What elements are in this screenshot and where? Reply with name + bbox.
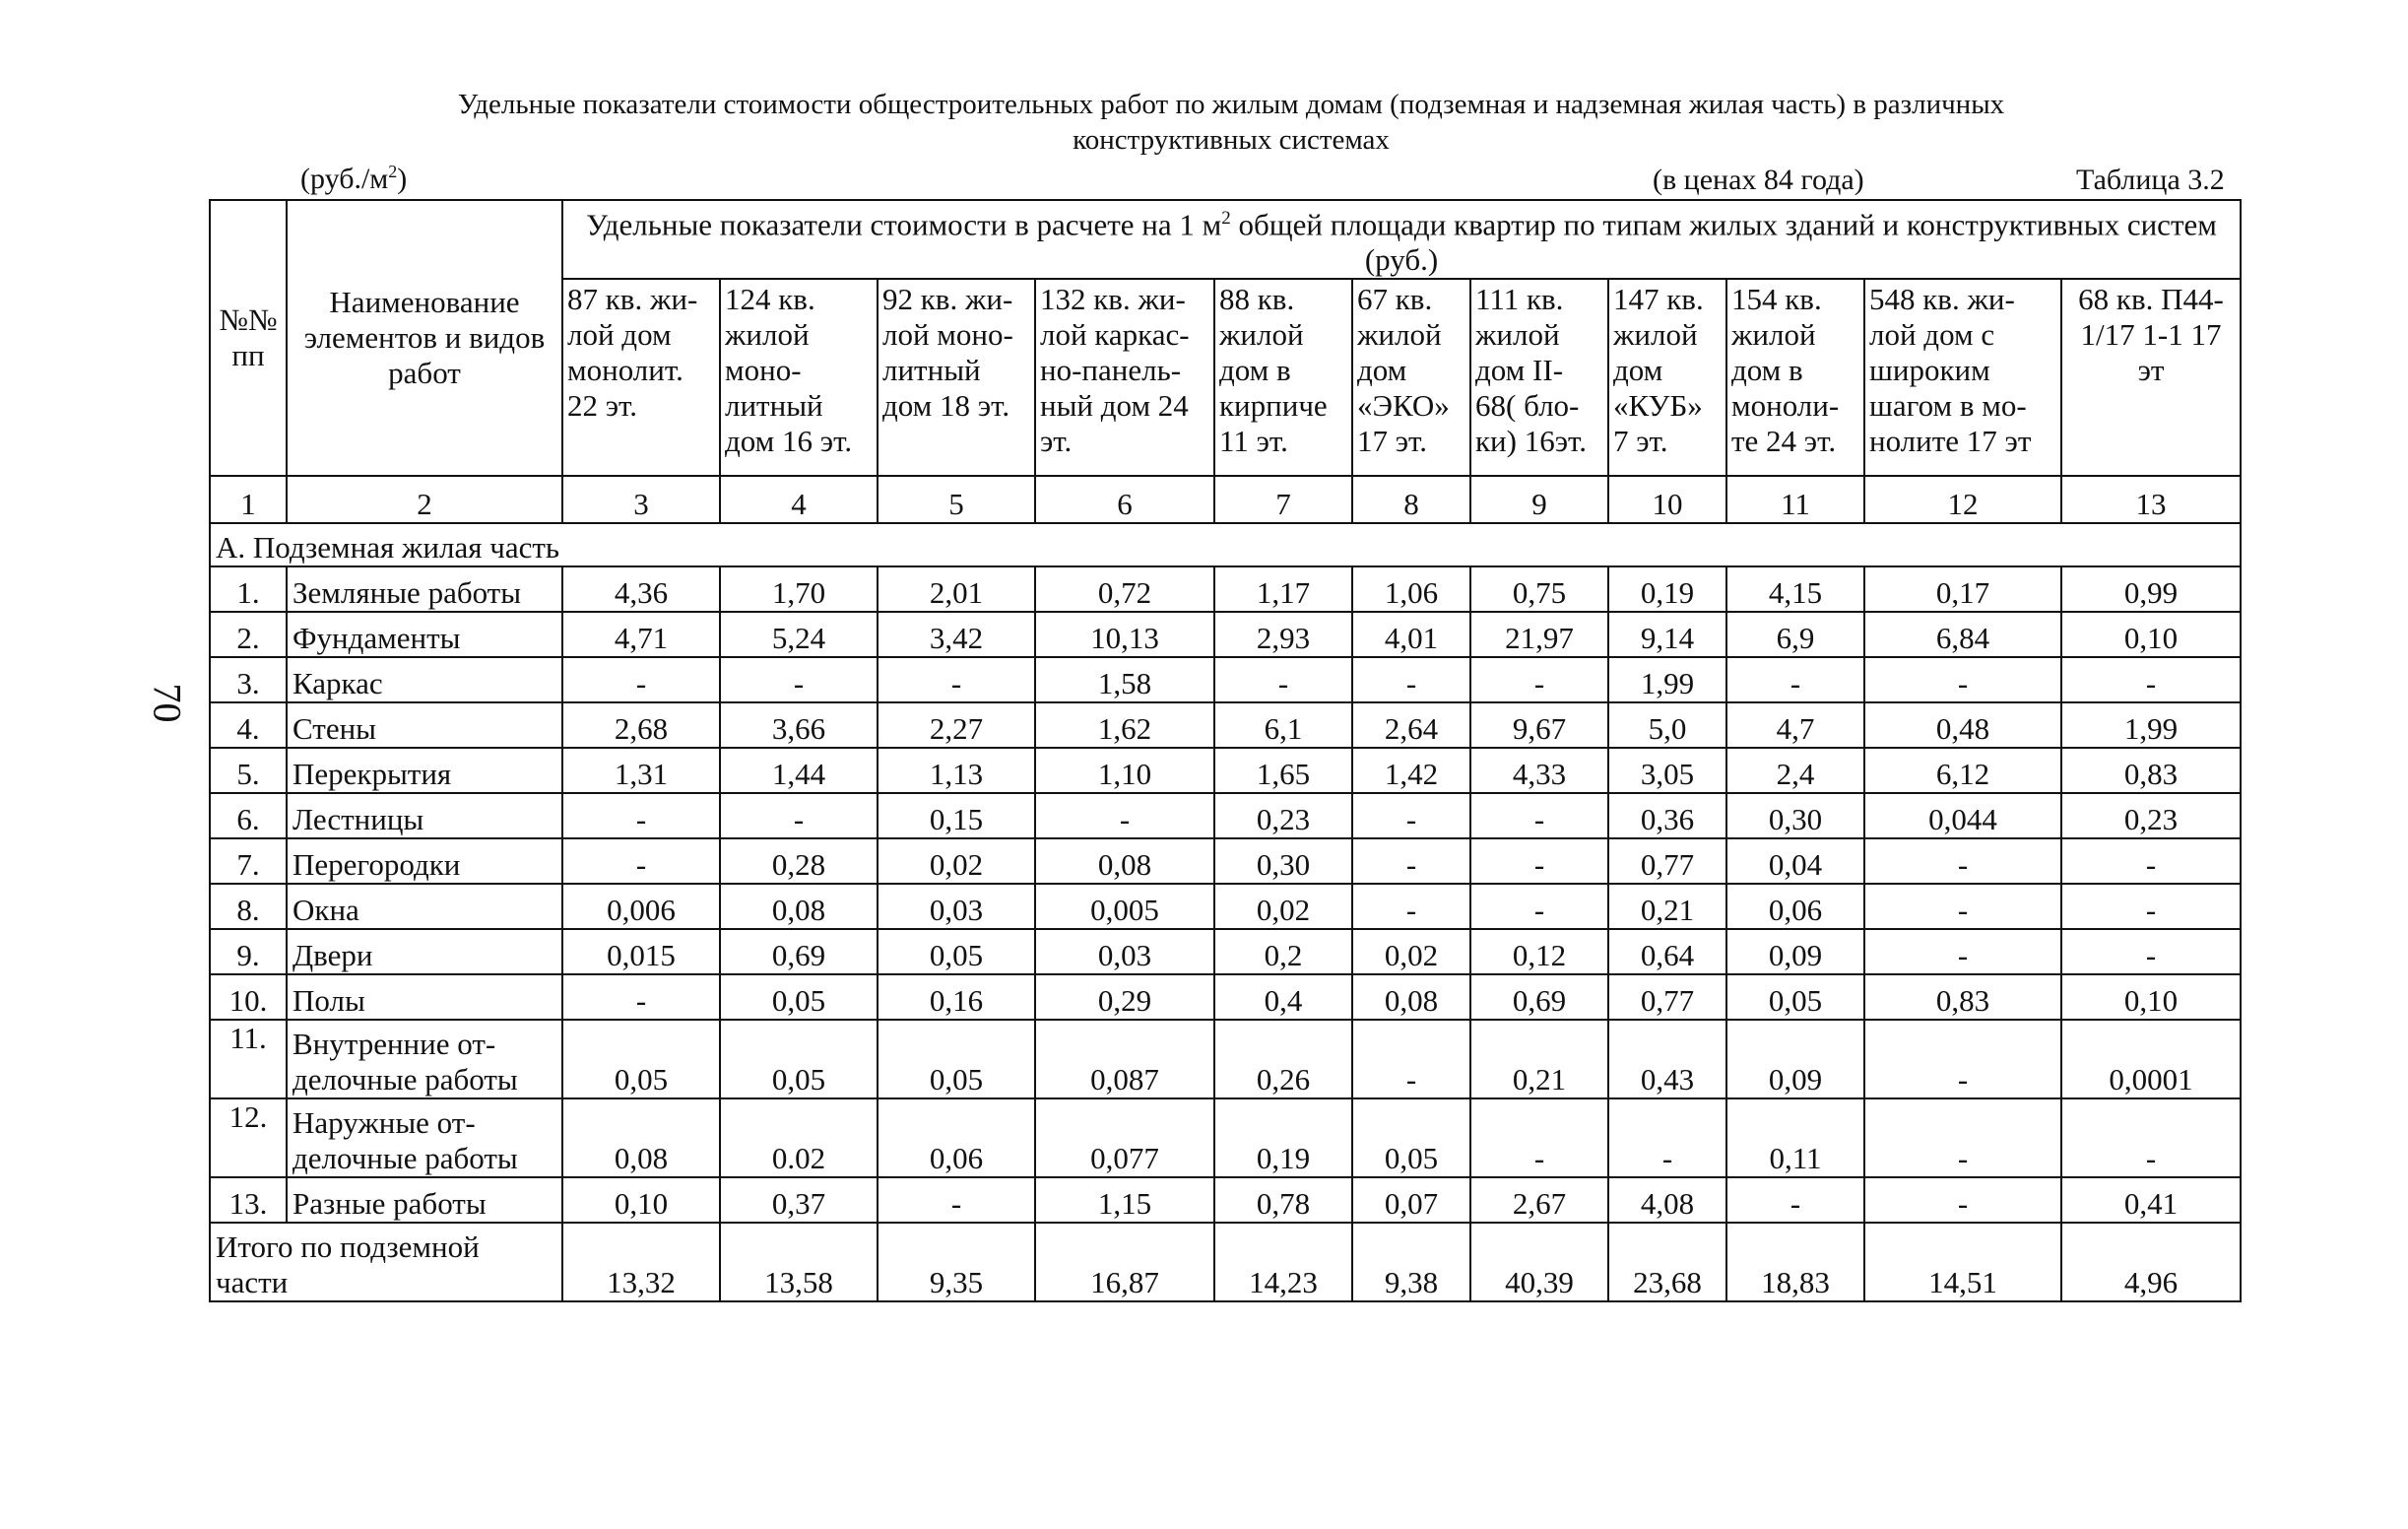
prices-note: (в ценах 84 года) (1653, 164, 1864, 196)
cell-value: 6,9 (1726, 612, 1864, 657)
cell-value: 0,0001 (2061, 1020, 2241, 1098)
total-value: 13,32 (562, 1223, 720, 1301)
cell-value: - (878, 657, 1035, 702)
cell-value: - (1726, 657, 1864, 702)
cell-value: 0,37 (720, 1177, 878, 1223)
cell-value: 5,24 (720, 612, 878, 657)
table-row (210, 748, 2241, 793)
cell-value: 1,42 (1352, 748, 1470, 793)
cell-value: - (1726, 1177, 1864, 1223)
cell-value: 0,08 (1035, 838, 1214, 884)
cell-value: 0,28 (720, 838, 878, 884)
column-header-8: 67 кв. жилой дом «ЭКО» 17 эт. (1352, 279, 1470, 476)
cell-value: 0.02 (720, 1098, 878, 1177)
cell-value: 0,015 (562, 929, 720, 974)
cell-value: 0,05 (878, 1020, 1035, 1098)
cell-value: 0,04 (1726, 838, 1864, 884)
cell-value: 0,36 (1608, 793, 1726, 838)
cell-value: - (1214, 657, 1352, 702)
cell-value: 0,08 (1352, 974, 1470, 1020)
row-name: Наружные от-делочные работы (287, 1098, 562, 1177)
cell-value: 0,02 (1214, 884, 1352, 929)
row-number: 7. (210, 838, 287, 884)
cell-value: - (1352, 884, 1470, 929)
cell-value: 0,4 (1214, 974, 1352, 1020)
cell-value: 1,58 (1035, 657, 1214, 702)
cell-value: - (1470, 657, 1608, 702)
cell-value: 0,75 (1470, 566, 1608, 612)
header-row-group (210, 200, 2241, 279)
cell-value: 1,13 (878, 748, 1035, 793)
row-number: 4. (210, 702, 287, 748)
cell-value: - (1864, 838, 2061, 884)
row-name: Стены (287, 702, 562, 748)
row-number: 13. (210, 1177, 287, 1223)
column-number: 4 (720, 476, 878, 523)
cell-value: - (2061, 838, 2241, 884)
cell-value: 0,69 (1470, 974, 1608, 1020)
title-line-1: Удельные показатели стоимости общестроительных работ по жилым домам (подземная и надземная жилая часть) в различных (457, 89, 2005, 120)
table-row (210, 974, 2241, 1020)
cell-value: 0,48 (1864, 702, 2061, 748)
cell-value: 0,15 (878, 793, 1035, 838)
row-name: Внутренние от-делочные работы (287, 1020, 562, 1098)
row-number: 10. (210, 974, 287, 1020)
cell-value: - (720, 793, 878, 838)
cell-value: 0,05 (878, 929, 1035, 974)
cell-value: 3,42 (878, 612, 1035, 657)
cell-value: 0,06 (878, 1098, 1035, 1177)
column-header-11: 154 кв. жилой дом в моноли-те 24 эт. (1726, 279, 1864, 476)
total-value: 16,87 (1035, 1223, 1214, 1301)
total-value: 9,38 (1352, 1223, 1470, 1301)
table-row (210, 612, 2241, 657)
cell-value: 0,2 (1214, 929, 1352, 974)
cell-value: 0,09 (1726, 929, 1864, 974)
cell-value: 0,16 (878, 974, 1035, 1020)
row-number: 11. (210, 1020, 287, 1098)
total-value: 18,83 (1726, 1223, 1864, 1301)
cell-value: - (1470, 884, 1608, 929)
cell-value: 0,08 (562, 1098, 720, 1177)
cell-value: 1,31 (562, 748, 720, 793)
cell-value: - (2061, 929, 2241, 974)
cell-value: 2,27 (878, 702, 1035, 748)
cell-value: 5,0 (1608, 702, 1726, 748)
total-value: 9,35 (878, 1223, 1035, 1301)
header-group-sup: 2 (1221, 208, 1231, 229)
units-sup: 2 (388, 162, 398, 181)
row-number: 5. (210, 748, 287, 793)
row-number: 12. (210, 1098, 287, 1177)
row-name: Полы (287, 974, 562, 1020)
column-number: 12 (1864, 476, 2061, 523)
row-name: Лестницы (287, 793, 562, 838)
cell-value: 3,05 (1608, 748, 1726, 793)
table-row (210, 702, 2241, 748)
cell-value: 0,12 (1470, 929, 1608, 974)
cell-value: 0,044 (1864, 793, 2061, 838)
cell-value: 0,05 (720, 1020, 878, 1098)
cell-value: 0,077 (1035, 1098, 1214, 1177)
cell-value: 0,19 (1214, 1098, 1352, 1177)
cell-value: 4,71 (562, 612, 720, 657)
row-name: Фундаменты (287, 612, 562, 657)
cell-value: 1,06 (1352, 566, 1470, 612)
row-number: 6. (210, 793, 287, 838)
cell-value: 0,07 (1352, 1177, 1470, 1223)
cell-value: - (1864, 929, 2061, 974)
cell-value: - (1352, 838, 1470, 884)
page-number: 70 (145, 683, 190, 723)
total-value: 23,68 (1608, 1223, 1726, 1301)
cell-value: 1,62 (1035, 702, 1214, 748)
table-row (210, 1020, 2241, 1098)
cell-value: 0,17 (1864, 566, 2061, 612)
cell-value: 0,09 (1726, 1020, 1864, 1098)
total-value: 14,23 (1214, 1223, 1352, 1301)
cell-value: 0,21 (1608, 884, 1726, 929)
table-title (295, 87, 2167, 158)
cell-value: 9,67 (1470, 702, 1608, 748)
row-name: Разные работы (287, 1177, 562, 1223)
column-number: 2 (287, 476, 562, 523)
table-number: Таблица 3.2 (2076, 164, 2225, 196)
column-number: 8 (1352, 476, 1470, 523)
cell-value: 0,05 (562, 1020, 720, 1098)
cell-value: 6,1 (1214, 702, 1352, 748)
table-row (210, 793, 2241, 838)
table-row (210, 884, 2241, 929)
row-name: Перекрытия (287, 748, 562, 793)
cell-value: - (1470, 793, 1608, 838)
table-row (210, 566, 2241, 612)
row-name: Каркас (287, 657, 562, 702)
units-text: (руб./м (300, 163, 389, 195)
cell-value: 2,01 (878, 566, 1035, 612)
cell-value: 0,69 (720, 929, 878, 974)
header-group (562, 200, 2241, 279)
total-row (210, 1223, 2241, 1301)
column-header-5: 92 кв. жи-лой моно-литный дом 18 эт. (878, 279, 1035, 476)
total-value: 4,96 (2061, 1223, 2241, 1301)
row-number: 8. (210, 884, 287, 929)
cell-value: 0,26 (1214, 1020, 1352, 1098)
cell-value: 4,08 (1608, 1177, 1726, 1223)
cell-value: - (562, 974, 720, 1020)
cell-value: 0,02 (1352, 929, 1470, 974)
table-row (210, 657, 2241, 702)
column-header-9: 111 кв. жилой дом II-68( бло-ки) 16эт. (1470, 279, 1608, 476)
cell-value: 2,93 (1214, 612, 1352, 657)
cell-value: - (2061, 657, 2241, 702)
row-name: Окна (287, 884, 562, 929)
cell-value: - (1864, 657, 2061, 702)
column-header-3: 87 кв. жи-лой дом монолит. 22 эт. (562, 279, 720, 476)
cell-value: - (1035, 793, 1214, 838)
cell-value: 0,64 (1608, 929, 1726, 974)
cell-value: 0,23 (1214, 793, 1352, 838)
cell-value: 6,84 (1864, 612, 2061, 657)
table-row (210, 929, 2241, 974)
cell-value: - (1470, 1098, 1608, 1177)
cell-value: 6,12 (1864, 748, 2061, 793)
column-number: 13 (2061, 476, 2241, 523)
column-header-12: 548 кв. жи-лой дом с широким шагом в мо-нолите 17 эт (1864, 279, 2061, 476)
cell-value: 0,005 (1035, 884, 1214, 929)
cell-value: 10,13 (1035, 612, 1214, 657)
cell-value: 1,65 (1214, 748, 1352, 793)
cell-value: - (1864, 884, 2061, 929)
row-number: 9. (210, 929, 287, 974)
cell-value: - (562, 657, 720, 702)
column-number: 9 (1470, 476, 1608, 523)
total-value: 40,39 (1470, 1223, 1608, 1301)
cell-value: 0,43 (1608, 1020, 1726, 1098)
cell-value: 0,11 (1726, 1098, 1864, 1177)
cell-value: 4,7 (1726, 702, 1864, 748)
column-number: 1 (210, 476, 287, 523)
row-number: 1. (210, 566, 287, 612)
cell-value: 0,19 (1608, 566, 1726, 612)
cell-value: 0,30 (1726, 793, 1864, 838)
row-name: Двери (287, 929, 562, 974)
column-header-13: 68 кв. П44-1/17 1-1 17 эт (2061, 279, 2241, 476)
cell-value: - (720, 657, 878, 702)
column-header-6: 132 кв. жи-лой каркас-но-панель-ный дом 24 эт. (1035, 279, 1214, 476)
cell-value: 0,03 (1035, 929, 1214, 974)
cell-value: 0,10 (562, 1177, 720, 1223)
header-row-numbering (210, 476, 2241, 523)
cell-value: - (1352, 1020, 1470, 1098)
cell-value: 4,33 (1470, 748, 1608, 793)
cell-value: 0,29 (1035, 974, 1214, 1020)
cell-value: - (1470, 838, 1608, 884)
column-number: 11 (1726, 476, 1864, 523)
cell-value: - (562, 793, 720, 838)
row-number: 2. (210, 612, 287, 657)
cell-value: 9,14 (1608, 612, 1726, 657)
cell-value: 1,10 (1035, 748, 1214, 793)
cell-value: 0,006 (562, 884, 720, 929)
cell-value: 21,97 (1470, 612, 1608, 657)
column-number: 5 (878, 476, 1035, 523)
total-label: Итого по подземной части (210, 1223, 562, 1301)
column-header-7: 88 кв. жилой дом в кирпиче 11 эт. (1214, 279, 1352, 476)
cell-value: 0,23 (2061, 793, 2241, 838)
total-value: 13,58 (720, 1223, 878, 1301)
cell-value: 0,10 (2061, 612, 2241, 657)
cell-value: 1,70 (720, 566, 878, 612)
table-row (210, 1098, 2241, 1177)
cell-value: - (1864, 1020, 2061, 1098)
cell-value: 0,08 (720, 884, 878, 929)
column-number: 10 (1608, 476, 1726, 523)
cell-value: 1,44 (720, 748, 878, 793)
cell-value: 1,15 (1035, 1177, 1214, 1223)
cell-value: 2,4 (1726, 748, 1864, 793)
row-number: 3. (210, 657, 287, 702)
cell-value: 0,087 (1035, 1020, 1214, 1098)
column-number: 3 (562, 476, 720, 523)
section-row (210, 523, 2241, 566)
cell-value: - (878, 1177, 1035, 1223)
column-number: 6 (1035, 476, 1214, 523)
cell-value: 0,05 (720, 974, 878, 1020)
table-row (210, 1177, 2241, 1223)
cell-value: 0,83 (1864, 974, 2061, 1020)
cell-value: 0,06 (1726, 884, 1864, 929)
column-number: 7 (1214, 476, 1352, 523)
cell-value: 0,21 (1470, 1020, 1608, 1098)
cell-value: 4,01 (1352, 612, 1470, 657)
cell-value: 0,03 (878, 884, 1035, 929)
cell-value: - (1864, 1177, 2061, 1223)
units-close: ) (397, 163, 408, 195)
cell-value: - (1352, 657, 1470, 702)
cell-value: 2,68 (562, 702, 720, 748)
cell-value: - (2061, 1098, 2241, 1177)
header-group-a: Удельные показатели стоимости в расчете на 1 м (586, 207, 1222, 242)
column-header-10: 147 кв. жилой дом «КУБ» 7 эт. (1608, 279, 1726, 476)
header-group-b: общей площади квартир по типам жилых зданий и конструктивных систем (руб.) (1230, 207, 2217, 278)
cell-value: 0,05 (1726, 974, 1864, 1020)
cell-value: 0,72 (1035, 566, 1214, 612)
cell-value: 2,64 (1352, 702, 1470, 748)
cell-value: 1,99 (1608, 657, 1726, 702)
cell-value: 0,10 (2061, 974, 2241, 1020)
cell-value: 0,02 (878, 838, 1035, 884)
cell-value: 0,41 (2061, 1177, 2241, 1223)
column-header-4: 124 кв. жилой моно-литный дом 16 эт. (720, 279, 878, 476)
cell-value: - (1864, 1098, 2061, 1177)
cell-value: - (2061, 884, 2241, 929)
cell-value: 0,78 (1214, 1177, 1352, 1223)
cell-value: 0,99 (2061, 566, 2241, 612)
header-name: Наименование элементов и видов работ (287, 200, 562, 476)
cell-value: 0,77 (1608, 974, 1726, 1020)
cell-value: 0,83 (2061, 748, 2241, 793)
row-name: Земляные работы (287, 566, 562, 612)
header-num: №№ пп (210, 200, 287, 476)
cell-value: 0,77 (1608, 838, 1726, 884)
cell-value: 2,67 (1470, 1177, 1608, 1223)
cell-value: 4,36 (562, 566, 720, 612)
row-name: Перегородки (287, 838, 562, 884)
cell-value: - (1608, 1098, 1726, 1177)
cell-value: 1,99 (2061, 702, 2241, 748)
cell-value: 1,17 (1214, 566, 1352, 612)
total-value: 14,51 (1864, 1223, 2061, 1301)
title-line-2: конструктивных системах (1073, 124, 1390, 156)
cell-value: - (1352, 793, 1470, 838)
units-label (300, 162, 407, 196)
cell-value: 0,30 (1214, 838, 1352, 884)
cell-value: - (562, 838, 720, 884)
cell-value: 4,15 (1726, 566, 1864, 612)
cost-table (209, 199, 2242, 1302)
cell-value: 3,66 (720, 702, 878, 748)
section-label: А. Подземная жилая часть (210, 523, 2241, 566)
cell-value: 0,05 (1352, 1098, 1470, 1177)
table-row (210, 838, 2241, 884)
